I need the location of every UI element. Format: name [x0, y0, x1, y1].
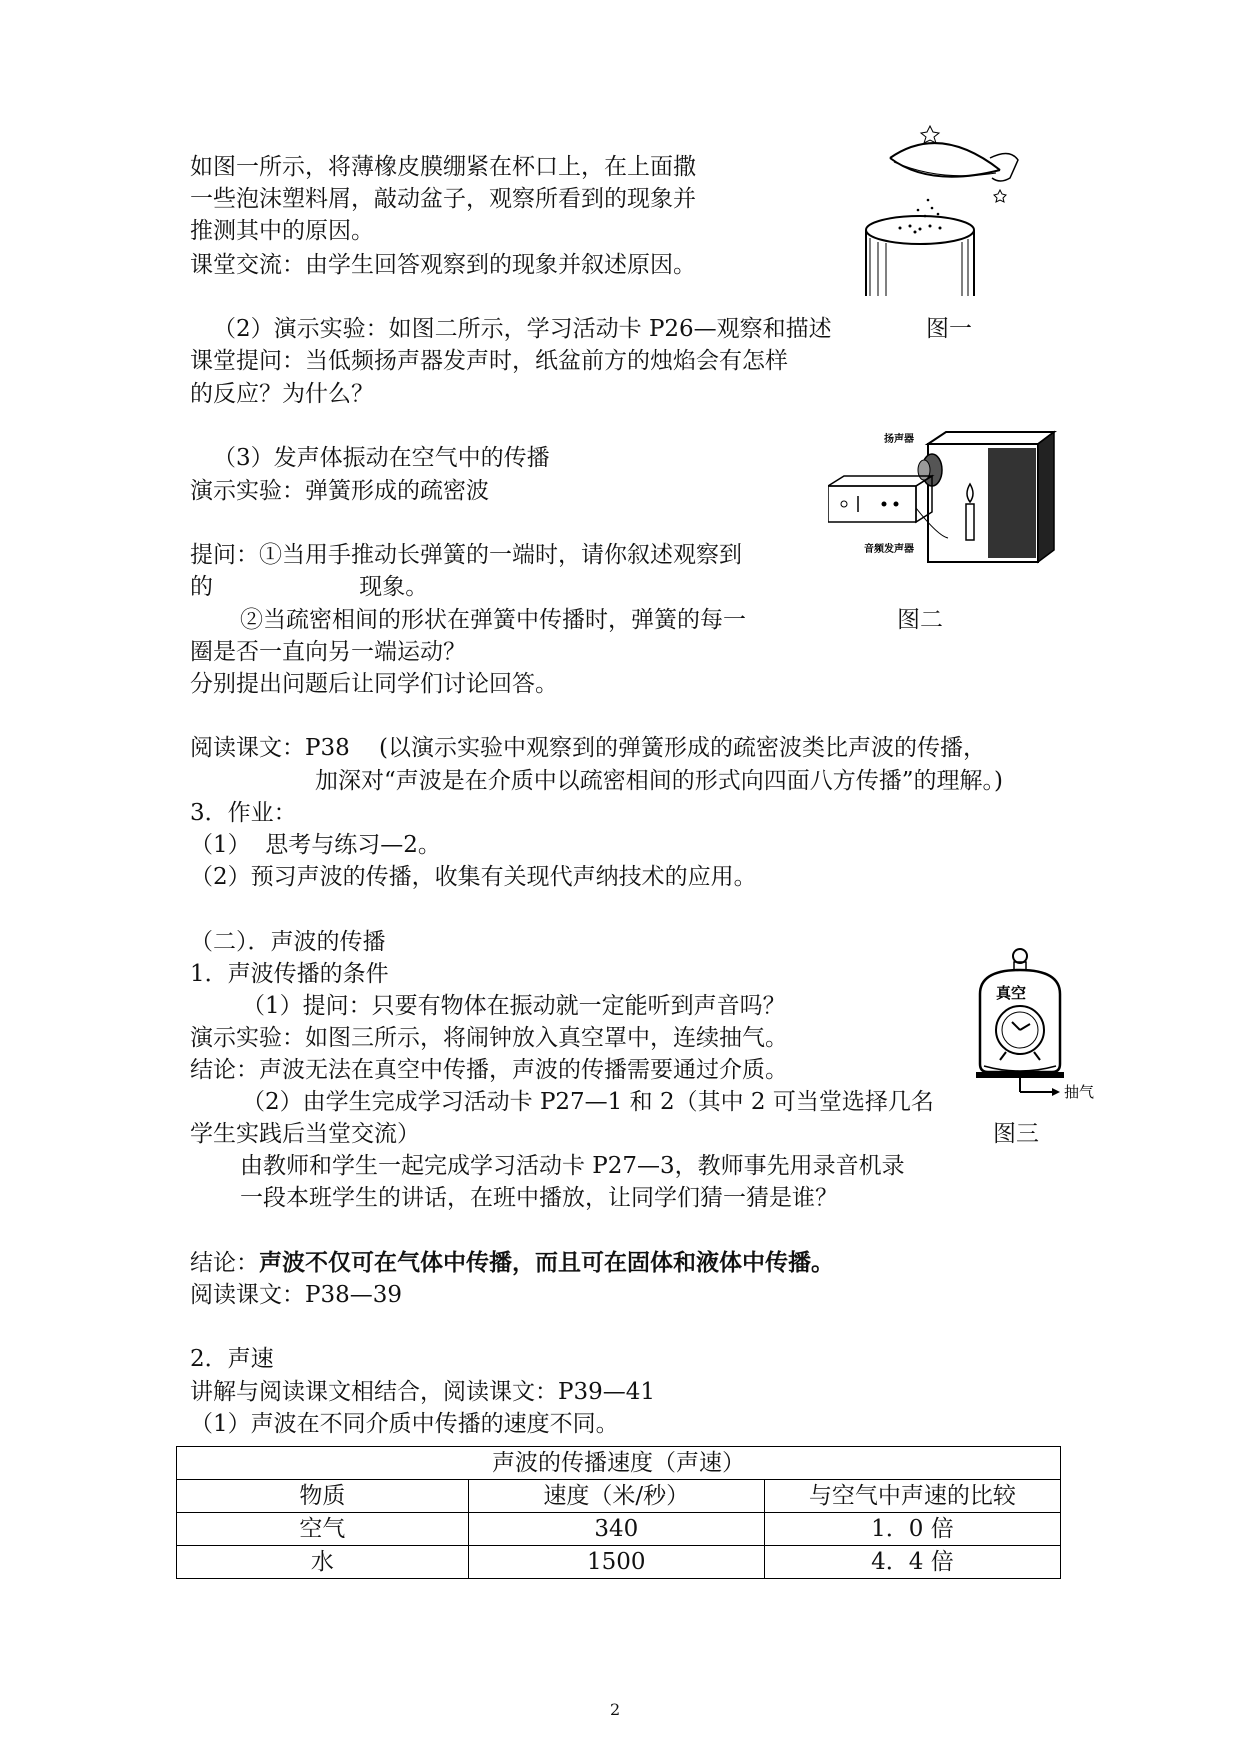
text-line: 如图一所示，将薄橡皮膜绷紧在杯口上，在上面撒 [190, 154, 696, 180]
text-line: 的 现象。 [190, 574, 429, 600]
section-heading: （二）．声波的传播 [190, 929, 386, 955]
text-line: 3．作业： [190, 800, 297, 826]
pump-label: 抽气 [1064, 1083, 1095, 1101]
vacuum-label: 真空 [996, 984, 1027, 1002]
table-cell: 1500 [468, 1546, 764, 1579]
text-line: （2）演示实验：如图二所示，学习活动卡 P26—观察和描述 [213, 316, 832, 342]
table-header-row [177, 1480, 1061, 1513]
table-row [177, 1546, 1061, 1579]
text-line: 提问：①当用手推动长弹簧的一端时，请你叙述观察到 [190, 542, 742, 568]
sound-speed-table [176, 1446, 1061, 1579]
text-line: 结论：声波无法在真空中传播，声波的传播需要通过介质。 [190, 1057, 788, 1083]
text-line: 学生实践后当堂交流） [190, 1121, 420, 1147]
text-line: 讲解与阅读课文相结合，阅读课文：P39—41 [190, 1379, 656, 1405]
figure-2-speaker-candle [828, 428, 1058, 568]
table-title-row [177, 1447, 1061, 1480]
table-title: 声波的传播速度（声速） [177, 1447, 1061, 1480]
text-line: 由教师和学生一起完成学习活动卡 P27—3，教师事先用录音机录 [240, 1153, 905, 1179]
text-line: （1） 思考与练习—2。 [190, 832, 441, 858]
generator-label: 音频发声器 [864, 544, 914, 555]
table-header: 与空气中声速的比较 [764, 1480, 1060, 1513]
text-line: （2）预习声波的传播，收集有关现代声纳技术的应用。 [190, 864, 757, 890]
text-line: 加深对“声波是在介质中以疏密相间的形式向四面八方传播”的理解。) [315, 768, 1003, 794]
text-line: 圈是否一直向另一端运动？ [190, 639, 466, 665]
text-line: （3）发声体振动在空气中的传播 [213, 445, 550, 471]
text-line: 演示实验：弹簧形成的疏密波 [190, 478, 489, 504]
text-line: ②当疏密相间的形状在弹簧中传播时，弹簧的每一 [240, 607, 746, 633]
figure-1-caption: 图一 [926, 316, 972, 342]
figure-3-bell-jar [968, 944, 1108, 1104]
text-line: （1）提问：只要有物体在振动就一定能听到声音吗？ [242, 993, 786, 1019]
text-line: 分别提出问题后让同学们讨论回答。 [190, 671, 558, 697]
text-line: 课堂提问：当低频扬声器发声时，纸盆前方的烛焰会有怎样 [190, 348, 788, 374]
table-cell: 空气 [177, 1513, 469, 1546]
text-line: （1）声波在不同介质中传播的速度不同。 [190, 1411, 619, 1437]
table-cell: 水 [177, 1546, 469, 1579]
text-line: 推测其中的原因。 [190, 218, 374, 244]
page-number: 2 [610, 1700, 621, 1719]
text-line: 的反应？为什么？ [190, 381, 374, 407]
text-line: 阅读课文：P38 (以演示实验中观察到的弹簧形成的疏密波类比声波的传播， [190, 735, 986, 761]
text-line: 一段本班学生的讲话，在班中播放，让同学们猜一猜是谁？ [240, 1185, 838, 1211]
text-line: （2）由学生完成学习活动卡 P27—1 和 2（其中 2 可当堂选择几名 [242, 1089, 934, 1115]
table-cell: 1．0 倍 [764, 1513, 1060, 1546]
table-cell: 4．4 倍 [764, 1546, 1060, 1579]
figure-2-caption: 图二 [897, 607, 943, 633]
table-header: 物质 [177, 1480, 469, 1513]
text-line: 课堂交流：由学生回答观察到的现象并叙述原因。 [190, 252, 696, 278]
subsection-heading: 1．声波传播的条件 [190, 961, 389, 987]
subsection-heading: 2．声速 [190, 1346, 274, 1372]
table-row [177, 1513, 1061, 1546]
conclusion-bold: 声波不仅可在气体中传播，而且可在固体和液体中传播。 [259, 1249, 834, 1276]
conclusion-line [190, 1248, 834, 1278]
table-header: 速度（米/秒） [468, 1480, 764, 1513]
conclusion-prefix: 结论： [190, 1250, 259, 1276]
text-line: 一些泡沫塑料屑，敲动盆子，观察所看到的现象并 [190, 186, 696, 212]
table-cell: 340 [468, 1513, 764, 1546]
figure-1-membrane-cup [850, 118, 1020, 298]
speaker-label: 扬声器 [884, 434, 914, 445]
text-line: 阅读课文：P38—39 [190, 1282, 403, 1308]
figure-3-caption: 图三 [993, 1121, 1039, 1147]
text-line: 演示实验：如图三所示，将闹钟放入真空罩中，连续抽气。 [190, 1025, 788, 1051]
